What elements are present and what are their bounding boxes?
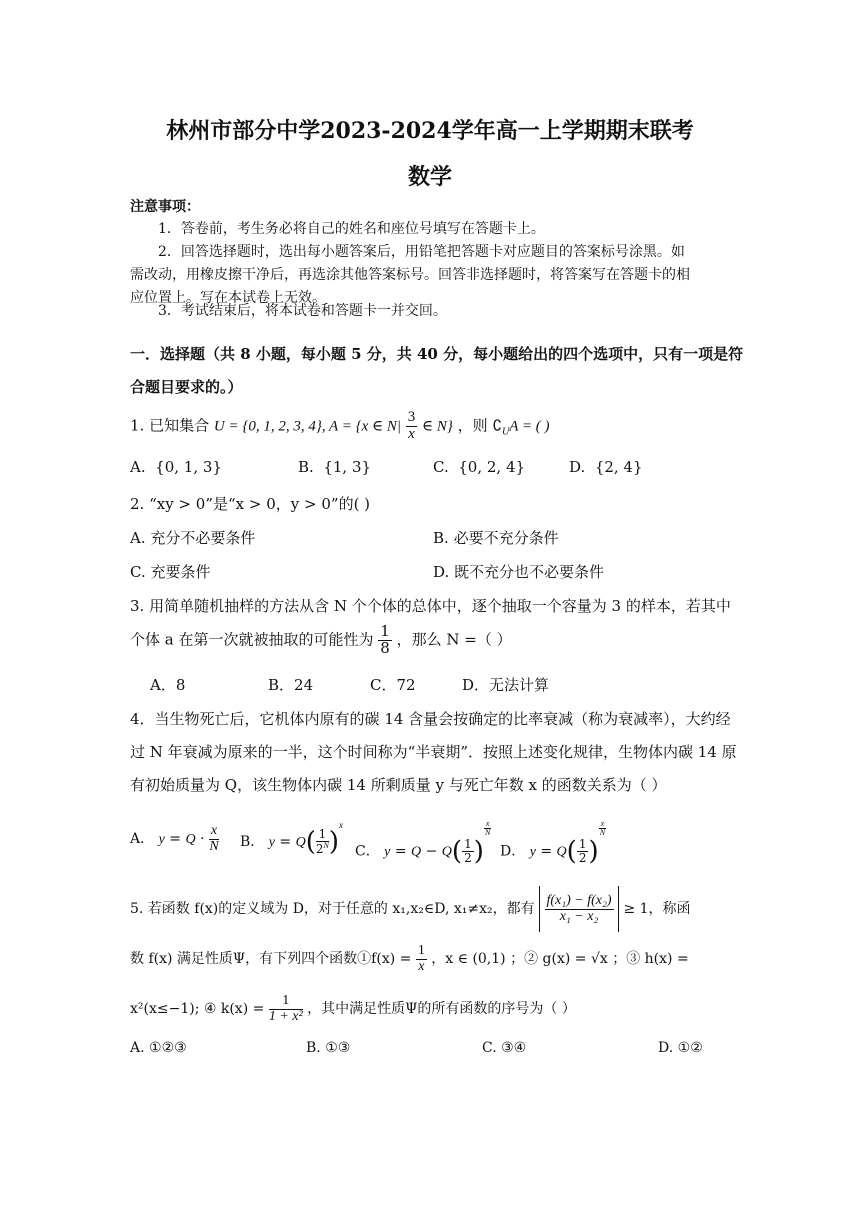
q5-f-num: 1 xyxy=(417,943,425,958)
question-3-line-2 xyxy=(130,624,512,657)
option-value: 充分不必要条件 xyxy=(150,529,256,547)
option-label: A. xyxy=(130,458,146,476)
option-value: {1, 3} xyxy=(323,458,372,476)
q2-option-c xyxy=(130,561,211,582)
option-label: B． xyxy=(240,834,265,850)
q1-option-b xyxy=(298,458,371,476)
option-label: C． xyxy=(370,676,397,694)
q3-option-c xyxy=(370,674,416,695)
q4-option-a: A． y = Q · $\frac{x}{N}$ xyxy=(130,823,219,854)
q5-frac-den: x₁ − x₂ xyxy=(559,908,599,924)
q1-option-c xyxy=(433,458,525,476)
question-5-line-2 xyxy=(130,944,689,974)
q5-line-1-suffix: ，称函 xyxy=(648,901,691,917)
option-label: A． xyxy=(150,676,176,694)
q3-option-b xyxy=(268,674,313,695)
q1-suffix: ，则 xyxy=(457,416,488,435)
question-4-line-3: 有初始质量为 Q，该生物体内碳 14 所剩质量 y 与死亡年数 x 的函数关系为（ ） xyxy=(130,776,667,794)
q3-line-2-prefix: 个体 a 在第一次就被抽取的可能性为 xyxy=(130,630,374,649)
q5-k-num: 1 xyxy=(269,994,303,1010)
q5-option-c xyxy=(482,1040,526,1056)
q4-option-c: C． y = Q − Q( $\frac{1}{2}$ ) $^{\frac{x}{N}}$ xyxy=(355,819,491,867)
option-value: ①② xyxy=(677,1040,703,1056)
q2-option-b xyxy=(433,527,559,548)
option-value: ③④ xyxy=(501,1040,527,1056)
q5-ratio-fraction xyxy=(545,894,614,924)
section-heading-line-2: 合题目要求的。） xyxy=(130,378,243,396)
option-value: 8 xyxy=(175,676,186,694)
option-value: 充要条件 xyxy=(150,563,211,581)
option-value: 24 xyxy=(294,676,314,694)
q3-frac-num: 1 xyxy=(380,622,390,640)
option-value: 既不充分也不必要条件 xyxy=(454,563,605,581)
question-2-stem: 2. “xy > 0”是“x > 0，y > 0”的( ) xyxy=(130,495,371,513)
q5-k-fraction xyxy=(269,994,303,1024)
option-value: {0, 2, 4} xyxy=(458,458,526,476)
option-label: B. xyxy=(306,1040,321,1056)
q5-f-den: x xyxy=(418,958,425,974)
q5-k-den: 1 + x² xyxy=(268,1008,303,1024)
q3-option-a xyxy=(150,674,185,695)
subject-title: 数学 xyxy=(407,164,452,190)
q5-frac-num: f(x₁) − f(x₂) xyxy=(546,892,612,908)
notice-item-1: 1．答卷前，考生务必将自己的姓名和座位号填写在答题卡上。 xyxy=(158,221,545,237)
question-5-line-3 xyxy=(130,994,576,1024)
q5-line-1-prefix: 5. 若函数 f(x)的定义域为 D，对于任意的 x₁,x₂∈D, x₁≠x₂，都有 xyxy=(130,901,535,917)
option-label: D． xyxy=(500,843,526,860)
q5-line-3-prefix: x²(x≤−1); ④ k(x) = xyxy=(130,1001,265,1018)
section-heading-line-1: 一．选择题（共 8 小题，每小题 5 分，共 40 分，每小题给出的四个选项中，只有一项是符 xyxy=(130,345,744,363)
option-label: B． xyxy=(268,676,295,694)
option-value: {0, 1, 3} xyxy=(155,458,222,476)
option-label: D． xyxy=(462,676,490,694)
q1-prefix: 1. 已知集合 xyxy=(130,416,210,435)
option-label: C． xyxy=(355,843,380,860)
option-label: B. xyxy=(298,458,314,476)
option-label: D. xyxy=(433,563,450,581)
notice-item-2-line-3: 应位置上。写在本试卷上无效。 xyxy=(130,290,326,306)
option-value: {2, 4} xyxy=(594,458,643,476)
q5-line-3-suffix: ，其中满足性质Ψ的所有函数的序号为（ ） xyxy=(307,1001,576,1018)
notice-item-3: 3．考试结束后，将本试卷和答题卡一并交回。 xyxy=(158,303,447,319)
q1-option-a xyxy=(130,458,222,476)
q1-complement-sub: U xyxy=(502,426,510,438)
q5-line-2-mid: ，x ∈ (0,1) ；② g(x) = √x ；③ h(x) = xyxy=(431,951,689,968)
q1-set: U = {0, 1, 2, 3, 4}, A = {x ∈ N| xyxy=(213,418,401,435)
question-4-line-2: 过 N 年衰减为原来的一半，这个时间称为“半衰期”．按照上述变化规律，生物体内碳 14 原 xyxy=(130,743,737,761)
q4-option-b: B． y = Q( $\frac{1}{2^N}$ )$^x$ xyxy=(240,820,344,857)
question-5-line-1 xyxy=(130,886,691,932)
q1-complement-tail: A = ( ) xyxy=(509,418,550,435)
question-1-stem xyxy=(130,410,550,443)
option-label: A． xyxy=(130,831,155,848)
q5-option-b xyxy=(306,1040,350,1056)
notice-item-2-line-1: 2．回答选择题时，选出每小题答案后，用铅笔把答题卡对应题目的答案标号涂黑。如 xyxy=(158,244,685,260)
q3-option-d xyxy=(462,674,549,695)
exam-title: 林州市部分中学2023-2024学年高一上学期期末联考 xyxy=(166,118,694,144)
notice-heading: 注意事项： xyxy=(130,199,200,215)
option-value: 无法计算 xyxy=(489,676,550,694)
option-value: 必要不充分条件 xyxy=(453,529,559,547)
abs-bar-left xyxy=(539,886,540,932)
q5-line-2-prefix: 数 f(x) 满足性质Ψ，有下列四个函数①f(x) = xyxy=(130,951,412,968)
option-value: 72 xyxy=(396,676,416,694)
option-value: ①③ xyxy=(325,1040,351,1056)
q3-line-2-suffix: ，那么 N =（ ） xyxy=(396,630,512,649)
q4-option-d: D． y = Q( $\frac{1}{2}$ ) $^{\frac{x}{N}}$ xyxy=(500,819,606,867)
q5-option-d xyxy=(658,1040,703,1056)
q5-option-a xyxy=(130,1040,187,1056)
option-label: B. xyxy=(433,529,449,547)
notice-item-2-line-2: 需改动，用橡皮擦干净后，再选涂其他答案标号。回答非选择题时，将答案写在答题卡的相 xyxy=(130,267,690,283)
q5-ge-one: ≥ 1 xyxy=(623,901,649,917)
option-label: D. xyxy=(658,1040,674,1056)
q1-frac-num: 3 xyxy=(407,409,416,425)
option-value: ①②③ xyxy=(149,1040,187,1056)
question-4-line-1: 4．当生物死亡后，它机体内原有的碳 14 含量会按确定的比率衰减（称为衰减率），大约经 xyxy=(130,710,731,728)
option-label: A. xyxy=(130,1040,145,1056)
q1-set-tail: ∈ N} xyxy=(422,418,453,435)
q5-f-fraction xyxy=(416,944,427,974)
option-label: D. xyxy=(569,458,586,476)
q3-fraction xyxy=(378,624,392,657)
option-label: C. xyxy=(482,1040,497,1056)
q1-option-d xyxy=(569,458,643,476)
question-3-line-1: 3. 用简单随机抽样的方法从含 N 个个体的总体中，逐个抽取一个容量为 3 的样本，若其中 xyxy=(130,597,731,615)
q2-option-d xyxy=(433,561,604,582)
q1-complement-symbol: ∁ xyxy=(492,416,503,435)
option-label: C. xyxy=(130,563,146,581)
option-label: C. xyxy=(433,458,449,476)
q1-fraction xyxy=(406,410,418,443)
abs-bar-right xyxy=(618,886,619,932)
option-label: A. xyxy=(130,529,146,547)
q3-frac-den: 8 xyxy=(380,638,390,657)
q1-frac-den: x xyxy=(408,425,415,442)
q2-option-a xyxy=(130,527,255,548)
